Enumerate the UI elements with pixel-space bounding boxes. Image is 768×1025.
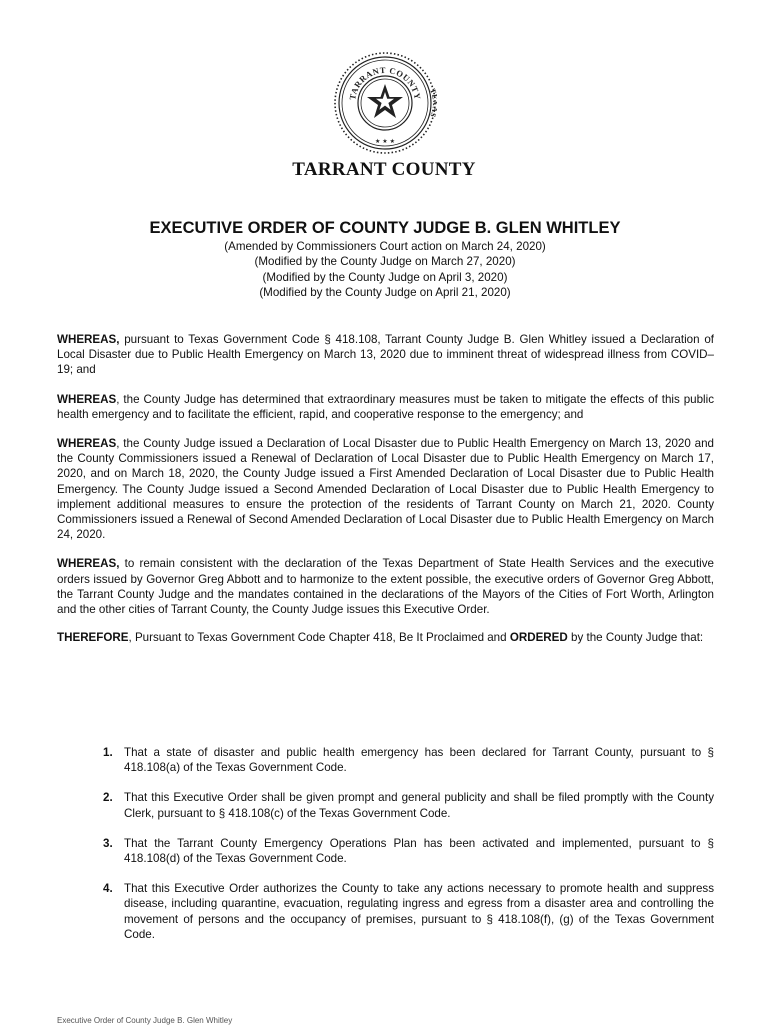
county-seal <box>333 51 437 155</box>
order-item <box>100 881 714 942</box>
page-footer: Executive Order of County Judge B. Glen Whitley <box>57 1016 233 1025</box>
order-title: EXECUTIVE ORDER OF COUNTY JUDGE B. GLEN WHITLEY <box>149 219 621 237</box>
whereas-lead: WHEREAS <box>57 437 117 451</box>
star-seal-icon <box>333 51 437 155</box>
order-number: 3. <box>103 836 113 850</box>
amendment-list <box>0 239 768 300</box>
whereas-lead: WHEREAS, <box>57 557 120 571</box>
amendment-line: (Amended by Commissioners Court action on March 24, 2020) <box>224 240 546 253</box>
county-name: TARRANT COUNTY <box>292 159 476 180</box>
ordered-keyword: ORDERED <box>509 631 568 645</box>
amendment-line: (Modified by the County Judge on April 21, 2020) <box>259 285 511 299</box>
svg-text:★ ★ ★: ★ ★ ★ <box>375 138 395 145</box>
order-item <box>100 790 714 820</box>
order-number: 2. <box>103 791 113 805</box>
order-text: That this Executive Order authorizes the County to take any actions necessary to promote health and suppress disease, including quarantine, evacuation, regulating ingress and egress from a disaster area and controlling the movement of persons and the occupancy of premises, pursuant to § 418.108(f), (g) of the Texas Government Code. <box>124 882 714 941</box>
svg-text:TEXAS <box>428 87 437 119</box>
therefore-paragraph <box>57 630 714 645</box>
seal-ring-text: TARRANT COUNTY <box>347 64 423 101</box>
order-text: That the Tarrant County Emergency Operations Plan has been activated and implemented, pursuant to § 418.108(d) of the Texas Government Code. <box>124 836 714 866</box>
whereas-text: to remain consistent with the declaration of the Texas Department of State Health Services and the executive orders issued by Governor Greg Abbott and to harmonize to the extent possible, the executive orders of Governor Greg Abbott, the Tarrant County Judge and the mandates contained in the declarations of the Mayors of the Cities of Fort Worth, Arlington and the other cities of Tarrant County, the County Judge issues this Executive Order. <box>57 557 714 617</box>
whereas-text: pursuant to Texas Government Code § 418.108, Tarrant County Judge B. Glen Whitley issued a Declaration of Local Disaster due to Public Health Emergency on March 13, 2020 due to imminent threat of widespread illness from COVID–19; and <box>57 333 714 377</box>
whereas-paragraph <box>57 556 714 617</box>
therefore-text-end: by the County Judge that: <box>567 631 704 645</box>
whereas-paragraph <box>57 332 714 378</box>
order-list <box>100 745 714 957</box>
order-text: That a state of disaster and public health emergency has been declared for Tarrant County, pursuant to § 418.108(a) of the Texas Government Code. <box>124 746 714 775</box>
therefore-text: , Pursuant to Texas Government Code Chapter 418, Be It Proclaimed and <box>128 631 510 645</box>
order-item <box>100 836 714 866</box>
order-item <box>100 745 714 775</box>
therefore-lead: THEREFORE <box>57 631 129 645</box>
whereas-lead: WHEREAS <box>57 392 117 406</box>
amendment-line: (Modified by the County Judge on March 27, 2020) <box>254 255 516 269</box>
order-text: That this Executive Order shall be given prompt and general publicity and shall be filed promptly with the County Clerk, pursuant to § 418.108(c) of the Texas Government Code. <box>124 791 714 820</box>
amendment-line: (Modified by the County Judge on April 3, 2020) <box>262 270 508 284</box>
whereas-paragraph <box>57 392 714 422</box>
order-body <box>57 332 714 659</box>
order-number: 4. <box>103 882 113 896</box>
seal-ring-text-side <box>428 87 437 119</box>
whereas-lead: WHEREAS, <box>57 333 120 346</box>
whereas-paragraph <box>57 436 714 542</box>
order-number: 1. <box>103 746 113 759</box>
whereas-text: , the County Judge issued a Declaration of Local Disaster due to Public Health Emergency on March 13, 2020 and the County Commissioners issued a Renewal of Declaration of Local Disaster due to Public Health Emergency on March 17, 2020, and on March 18, 2020, the County Judge issued a First Amended Declaration of Local Disaster due to Public Health Emergency. The County Judge issued a Second Amended Declaration of Local Disaster due to Public Health Emergency to implement additional measures to ensure the protection of the residents of Tarrant County on March 21, 2020. County Commissioners issued a Renewal of Second Amended Declaration of Local Disaster due to Public Health Emergency on March 24, 2020. <box>57 437 714 542</box>
whereas-text: , the County Judge has determined that extraordinary measures must be taken to mitigate the effects of this public health emergency and to facilitate the efficient, rapid, and cooperative response to the emergency; and <box>57 392 714 421</box>
